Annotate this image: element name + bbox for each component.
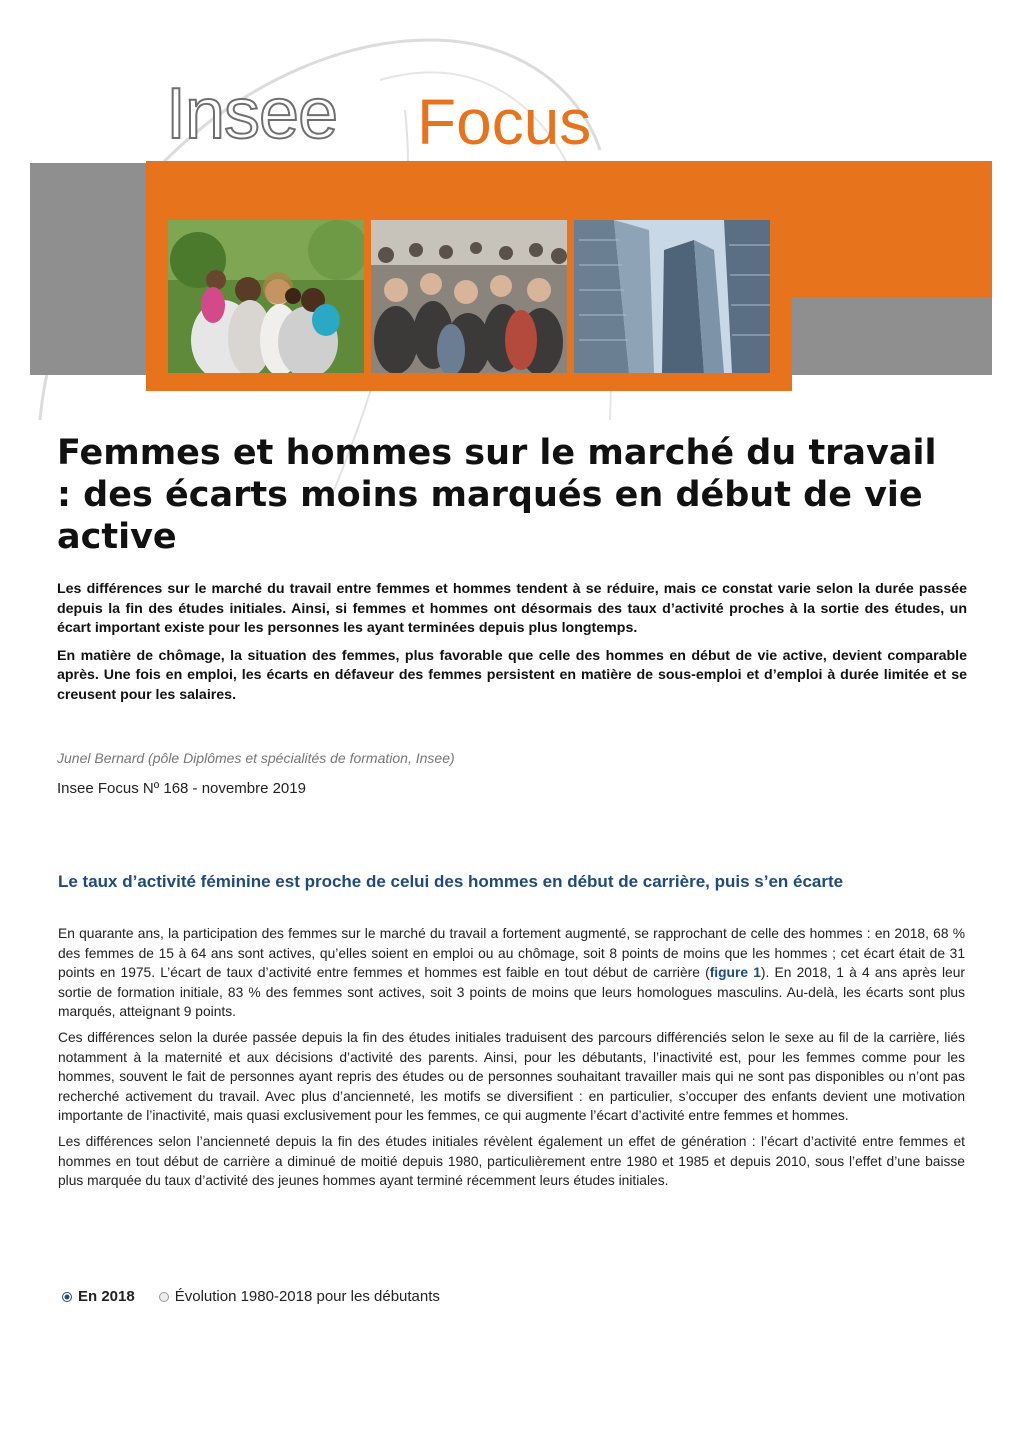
body-paragraph: Les différences selon l’ancienneté depuis la fin des études initiales révèlent également un effet de génération : l’écart d’activité entre femmes et hommes en tout début de carrière a diminué de moitié depuis 1980, particulièrement entre 1980 et 1985 et depuis 2010, sous l’effet d’une baisse plus marquée du taux d’activité des jeunes hommes ayant terminé récemment leurs études initiales. (58, 1133, 965, 1189)
section-title: Le taux d’activité féminine est proche de celui des hommes en début de carrière, puis s’en écarte (58, 872, 844, 891)
issue-line: Insee Focus Nº 168 - novembre 2019 (57, 780, 306, 797)
body-text: ). En 2018, 1 à 4 ans après leur sortie de formation initiale, 83 % des femmes sont actives, soit 3 points de moins que leurs homologues masculins. Au-delà, les écarts sont plus marqués, atteignant 9 points. (58, 965, 965, 1020)
article-title: Femmes et hommes sur le marché du travail : des écarts moins marqués en début de vie active (57, 433, 937, 557)
body-paragraph: Ces différences selon la durée passée depuis la fin des études initiales traduisent des parcours différenciés selon le sexe au fil de la carrière, liés notamment à la maternité et aux décisions d’activité des parents. Ainsi, pour les débutants, l’inactivité est, pour les femmes comme pour les hommes, souvent le fait de personnes ayant repris des études ou de personnes souhaitant travailler mais qui ne sont pas disponibles ou n’ont pas recherché activement du travail. Avec plus d’ancienneté, les motifs se diversifient : en particulier, s’occuper des enfants devient une motivation importante de l’inactivité, mais quasi exclusivement pour les femmes, ce qui augmente l’écart d’activité entre femmes et hommes. (58, 1029, 965, 1124)
tab-label: Évolution 1980-2018 pour les débutants (174, 1288, 440, 1305)
header-band-grey-right (792, 297, 992, 375)
abstract-paragraph: Les différences sur le marché du travail entre femmes et hommes tendent à se réduire, mais ce constat varie selon la durée passée depuis la fin des études initiales. Ainsi, si femmes et hommes ont désormais des taux d’activité proches à la sortie des études, un écart important existe pour les personnes les ayant terminées depuis plus longtemps. (57, 581, 967, 636)
article-body (58, 924, 965, 1197)
focus-logo: Focus (417, 86, 592, 158)
figure-tabs (62, 1288, 464, 1305)
radio-unselected-icon[interactable] (159, 1292, 169, 1302)
crowd-photo (371, 220, 567, 373)
body-text: En quarante ans, la participation des femmes sur le marché du travail a fortement augmenté, se rapprochant de celle des hommes : en 2018, 68 % des femmes de 15 à 64 ans sont actives, qu’elles soient en emploi ou au chômage, soit 8 points de moins que les hommes ; cet écart était de 31 points en 1975. L’écart de taux d’activité entre femmes et hommes est faible en tout début de carrière ( (58, 926, 965, 981)
header-band-grey-left (30, 163, 148, 375)
radio-selected-icon[interactable] (62, 1292, 72, 1302)
tab-en-2018[interactable] (62, 1288, 135, 1305)
tab-label: En 2018 (78, 1288, 135, 1305)
body-paragraph (58, 924, 965, 1022)
article-abstract (57, 580, 967, 713)
tab-evolution-1980-2018[interactable] (159, 1288, 440, 1305)
figure-1-link[interactable]: figure 1 (709, 965, 761, 981)
insee-logo: Insee (166, 74, 338, 154)
abstract-paragraph: En matière de chômage, la situation des femmes, plus favorable que celle des hommes en début de vie active, devient comparable après. Une fois en emploi, les écarts en défaveur des femmes persistent en matière de sous-emploi et d’emploi à durée limitée et se creusent pour les salaires. (57, 647, 967, 703)
skyscrapers-photo (574, 220, 770, 373)
family-photo (168, 220, 364, 373)
author-line: Junel Bernard (pôle Diplômes et spécialités de formation, Insee) (57, 750, 455, 766)
